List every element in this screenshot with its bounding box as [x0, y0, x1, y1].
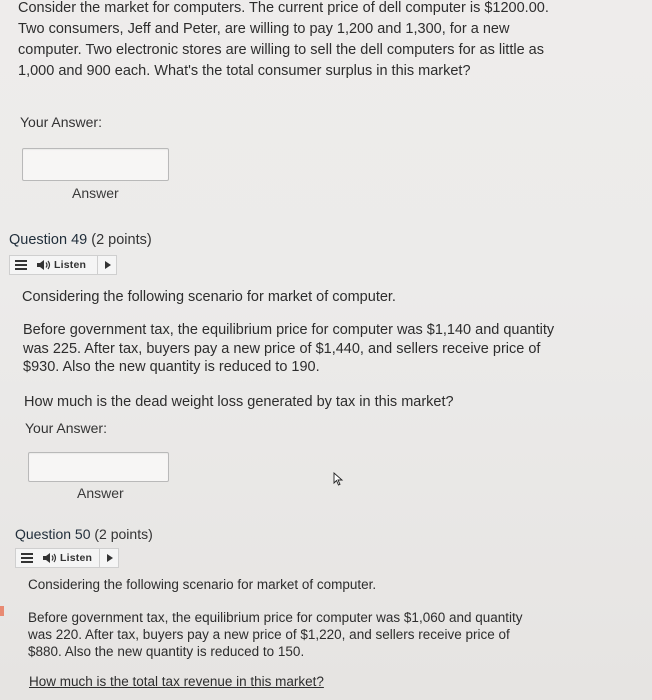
- q49-answer-input[interactable]: [28, 452, 169, 482]
- q48-text: [18, 0, 638, 82]
- q50-line-1: Before government tax, the equilibrium price for computer was $1,060 and quantity: [28, 610, 523, 625]
- q49-line-3: $930. Also the new quantity is reduced to 190.: [23, 359, 320, 375]
- q50-line-2: was 220. After tax, buyers pay a new price of $1,220, and sellers receive price of: [28, 627, 510, 642]
- q49-line-1: Before government tax, the equilibrium price for computer was $1,140 and quantity: [23, 322, 555, 338]
- q50-points: (2 points): [94, 526, 153, 542]
- q48-line-2: Two consumers, Jeff and Peter, are willing to pay 1,200 and 1,300, for a new: [18, 21, 510, 37]
- speaker-icon: [36, 259, 52, 271]
- play-icon[interactable]: [107, 554, 113, 562]
- speaker-icon: [42, 552, 58, 564]
- q48-line-1: Consider the market for computers. The current price of dell computer is $1200.00.: [18, 0, 549, 16]
- q49-play-separator: [97, 256, 98, 274]
- q50-listen-label[interactable]: Listen: [60, 552, 93, 564]
- menu-icon[interactable]: [15, 260, 27, 270]
- q48-line-4: 1,000 and 900 each. What's the total consumer surplus in this market?: [18, 63, 471, 79]
- q50-play-separator: [99, 549, 100, 567]
- mouse-cursor-icon: [333, 472, 345, 486]
- q49-points: (2 points): [91, 232, 152, 248]
- q50-title: Question 50: [15, 526, 91, 542]
- q49-answer-caption: Answer: [77, 485, 124, 501]
- q49-text: [23, 321, 633, 377]
- q48-line-3: computer. Two electronic stores are willing to sell the dell computers for as little as: [18, 42, 544, 58]
- q49-your-answer-label: Your Answer:: [25, 420, 107, 436]
- q48-your-answer-label: Your Answer:: [20, 114, 102, 130]
- q50-line-3: $880. Also the new quantity is reduced to 150.: [28, 644, 305, 659]
- q48-answer-input[interactable]: [22, 148, 169, 181]
- menu-icon[interactable]: [21, 553, 33, 563]
- q49-listen-bar[interactable]: [9, 255, 117, 275]
- q49-question: How much is the dead weight loss generated by tax in this market?: [24, 394, 454, 410]
- q49-title: Question 49: [9, 232, 88, 248]
- q50-text: [28, 609, 638, 660]
- q49-listen-label[interactable]: Listen: [54, 259, 87, 271]
- q49-heading: [9, 232, 152, 248]
- q49-intro: Considering the following scenario for market of computer.: [22, 289, 396, 305]
- q50-listen-bar[interactable]: [15, 548, 119, 568]
- q50-question: How much is the total tax revenue in this market?: [29, 674, 324, 689]
- q50-intro: Considering the following scenario for market of computer.: [28, 577, 377, 592]
- q49-line-2: was 225. After tax, buyers pay a new price of $1,440, and sellers receive price of: [23, 340, 541, 357]
- scroll-marker: [0, 606, 4, 616]
- q48-answer-caption: Answer: [72, 185, 119, 201]
- play-icon[interactable]: [105, 261, 111, 269]
- q50-heading: [15, 526, 153, 542]
